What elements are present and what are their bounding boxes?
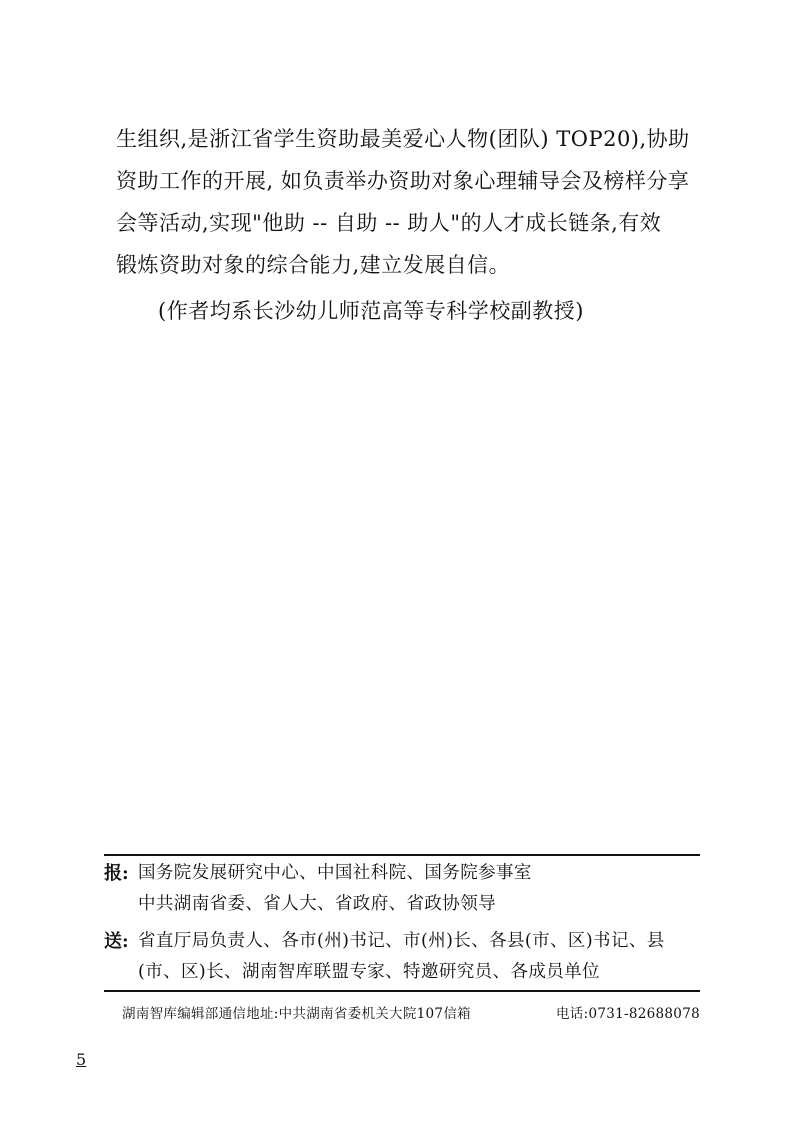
body-line: 资助工作的开展, 如负责举办资助对象心理辅导会及榜样分享 [116,169,690,193]
page-number: 5 [76,1050,87,1069]
send-line [104,926,704,957]
report-recipients: 国务院发展研究中心、中国社科院、国务院参事室 [138,863,532,883]
distribution-bottom-rule [104,990,700,992]
body-line: 会等活动,实现"他助 -- 自助 -- 助人"的人才成长链条,有效 [116,211,662,235]
report-line [104,889,704,920]
report-recipients: 中共湖南省委、省人大、省政府、省政协领导 [138,894,496,914]
report-line [104,858,704,889]
footer-address: 湖南智库编辑部通信地址:中共湖南省委机关大院107信箱 [122,1006,471,1022]
body-line: 锻炼资助对象的综合能力,建立发展自信。 [116,253,511,277]
author-byline: (作者均系长沙幼儿师范高等专科学校副教授) [158,299,584,323]
body-line: 生组织,是浙江省学生资助最美爱心人物(团队) TOP20),协助 [116,127,690,151]
send-line [104,957,704,988]
article-body [116,118,696,286]
distribution-top-rule [104,854,700,856]
distribution-block [104,858,704,988]
send-label: 送: [104,931,129,952]
footer [122,1002,702,1022]
send-recipients: (市、区)长、湖南智库联盟专家、特邀研究员、各成员单位 [138,962,600,982]
report-label: 报: [104,863,129,884]
send-recipients: 省直厅局负责人、各市(州)书记、市(州)长、各县(市、区)书记、县 [138,931,665,951]
footer-phone: 电话:0731-82688078 [556,1006,700,1022]
